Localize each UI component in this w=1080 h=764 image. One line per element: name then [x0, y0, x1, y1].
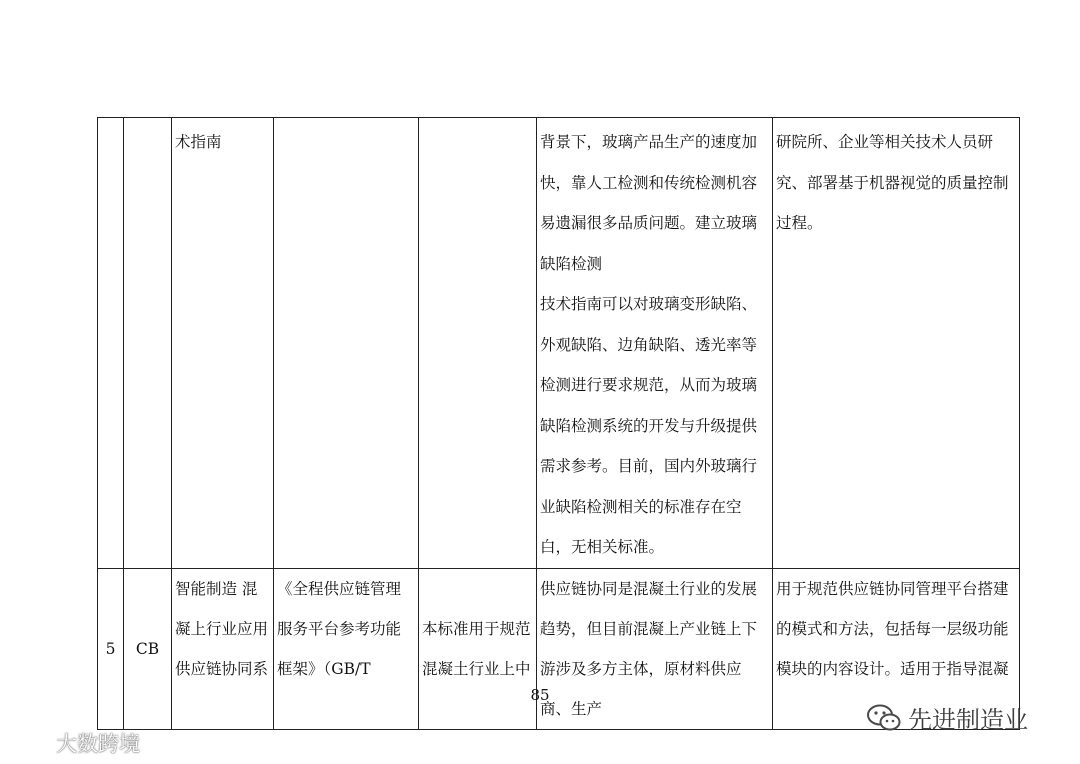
cell-project-name: 术指南 [172, 118, 274, 569]
brand-icon [6, 731, 52, 755]
cell-standard-ref [274, 118, 419, 569]
cell-background: 供应链协同是混凝土行业的发展趋势，但目前混凝上产业链上下游涉及多方主体，原材料供应商、生产 [537, 568, 773, 729]
standards-table [97, 117, 1020, 730]
cell-application: 用于规范供应链协同管理平台搭建的模式和方法，包括每一层级功能模块的内容设计。适用于指导混凝 [773, 568, 1020, 729]
cell-no [98, 118, 124, 569]
cell-standard-ref: 《全程供应链管理服务平台参考功能框架》（GB/T [274, 568, 419, 729]
cell-application: 研院所、企业等相关技术人员研究、部署基于机器视觉的质量控制过程。 [773, 118, 1020, 569]
cell-category [124, 118, 172, 569]
background-paragraph: 背景下，玻璃产品生产的速度加快，靠人工检测和传统检测机容易遗漏很多品质问题。建立玻璃缺陷检测 [540, 133, 758, 273]
watermark-right [866, 700, 1028, 735]
watermark-text: 大数跨境 [56, 732, 140, 756]
cell-background [537, 118, 773, 569]
wechat-icon [866, 703, 902, 733]
cell-scope [419, 118, 537, 569]
table-row [98, 118, 1020, 569]
cell-no: 5 [98, 568, 124, 729]
cell-scope: 本标准用于规范混凝土行业上中 [419, 568, 537, 729]
cell-project-name: 智能制造 混凝上行业应用供应链协同系 [172, 568, 274, 729]
background-paragraph: 技术指南可以对玻璃变形缺陷、外观缺陷、边角缺陷、透光率等检测进行要求规范，从而为玻璃缺陷检测系统的开发与升级提供需求参考。目前，国内外玻璃行业缺陷检测相关的标准存在空白，无相关标准。 [540, 295, 758, 556]
cell-category: CB [124, 568, 172, 729]
page-number: 85 [530, 686, 550, 704]
watermark-text: 先进制造业 [908, 706, 1028, 734]
watermark-left [6, 728, 140, 758]
